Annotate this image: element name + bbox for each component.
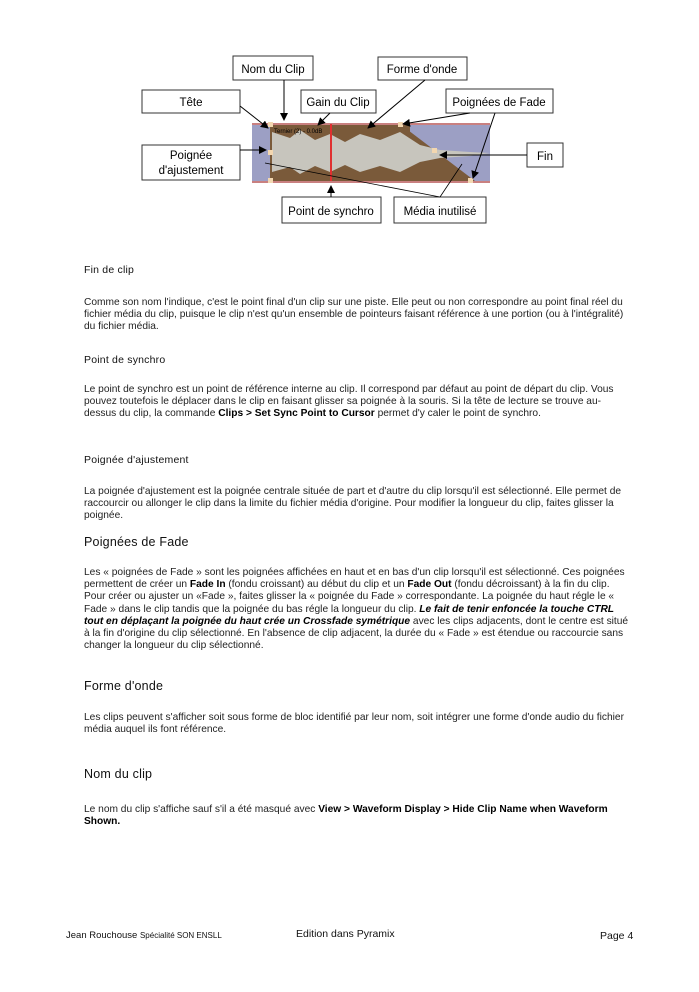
- footer-author: Jean Rouchouse Spécialité SON ENSLL: [66, 930, 222, 941]
- label-poignee-line1: Poignée: [169, 150, 213, 162]
- paragraph-point-de-synchro: Le point de synchro est un point de référence interne au clip. Il correspond par défaut au point de départ du clip. Vous pouvez toutefois le déplacer dans le clip en faisant glisser sa poignée à la souris. Si la tête de lecture se trouve au-dessus du clip, la commande Clips > Set Sync Point to Cursor permet d'y caler le point de synchro.: [84, 384, 614, 420]
- heading-poignee-ajustement: Poignée d'ajustement: [84, 454, 189, 466]
- label-fin: Fin: [537, 151, 553, 163]
- footer-page-number: Page 4: [600, 930, 634, 942]
- clip-name-text: Ternier (2) - 0.0dB: [274, 129, 323, 135]
- label-forme-d-onde: Forme d'onde: [386, 64, 458, 76]
- paragraph-nom-du-clip: Le nom du clip s'affiche sauf s'il a été masqué avec View > Waveform Display > Hide Clip Name when Waveform Shown.: [84, 804, 608, 828]
- label-nom-du-clip: Nom du Clip: [241, 64, 305, 76]
- menu-command-set-sync: Clips > Set Sync Point to Cursor: [218, 408, 375, 420]
- clip-diagram: [0, 0, 699, 240]
- heading-fin-de-clip: Fin de clip: [84, 264, 135, 276]
- heading-nom-du-clip: Nom du clip: [84, 767, 153, 781]
- paragraph-poignees-de-fade: Les « poignées de Fade » sont les poignées affichées en haut et en bas d'un clip lorsqu'il est sélectionné. Ces poignées permettent de créer un Fade In (fondu croissant) au début du clip et un Fade Out (fondu décroissant) à la fin du clip. Pour créer ou ajuster un «Fade », faites glisser la « poignée du Fade » correspondante. La poignée du haut régle le « Fade » dans le clip tandis que la poignée du bas régle la longueur du clip. Le fait de tenir enfoncée la touche CTRL tout en déplaçant la poignée du haut crée un Crossfade symétrique avec les clips adjacents, dont le centre est situé à la fin d'origine du clip sélectionné. En l'absence de clip adjacent, la durée du « Fade » est étendue ou raccourcie sans changer la longueur du clip sélectionné.: [84, 567, 629, 652]
- menu-command-hide-clip-name: View > Waveform Display > Hide Clip Name when Waveform Shown.: [84, 804, 608, 828]
- footer-title: Edition dans Pyramix: [296, 928, 395, 940]
- paragraph-fin-de-clip: Comme son nom l'indique, c'est le point final d'un clip sur une piste. Elle peut ou non correspondre au point final réel du fichier média du clip, puisque le clip n'est qu'un ensemble de pointeurs faisant référence à une portion (ou à l'intégralité) du fichier média.: [84, 297, 624, 333]
- label-poignee-line2: d'ajustement: [158, 165, 224, 177]
- label-gain-du-clip: Gain du Clip: [306, 97, 370, 109]
- paragraph-forme-d-onde: Les clips peuvent s'afficher soit sous forme de bloc identifié par leur nom, soit intégrer une forme d'onde audio du fichier média auquel ils font référence.: [84, 712, 624, 736]
- label-point-de-synchro: Point de synchro: [288, 206, 374, 218]
- heading-poignees-de-fade: Poignées de Fade: [84, 535, 189, 549]
- label-tete: Tête: [179, 97, 203, 109]
- heading-forme-d-onde: Forme d'onde: [84, 679, 164, 693]
- paragraph-poignee-ajustement: La poignée d'ajustement est la poignée centrale située de part et d'autre du clip lorsqu'il est sélectionné. Elle permet de raccourcir ou allonger le clip dans la limite du fichier média d'origine. Pour modifier la longueur du clip, faites glisser la poignée.: [84, 486, 622, 522]
- heading-point-de-synchro: Point de synchro: [84, 354, 166, 366]
- label-media-inutilise: Média inutilisé: [403, 206, 477, 218]
- label-poignees-de-fade: Poignées de Fade: [452, 97, 546, 109]
